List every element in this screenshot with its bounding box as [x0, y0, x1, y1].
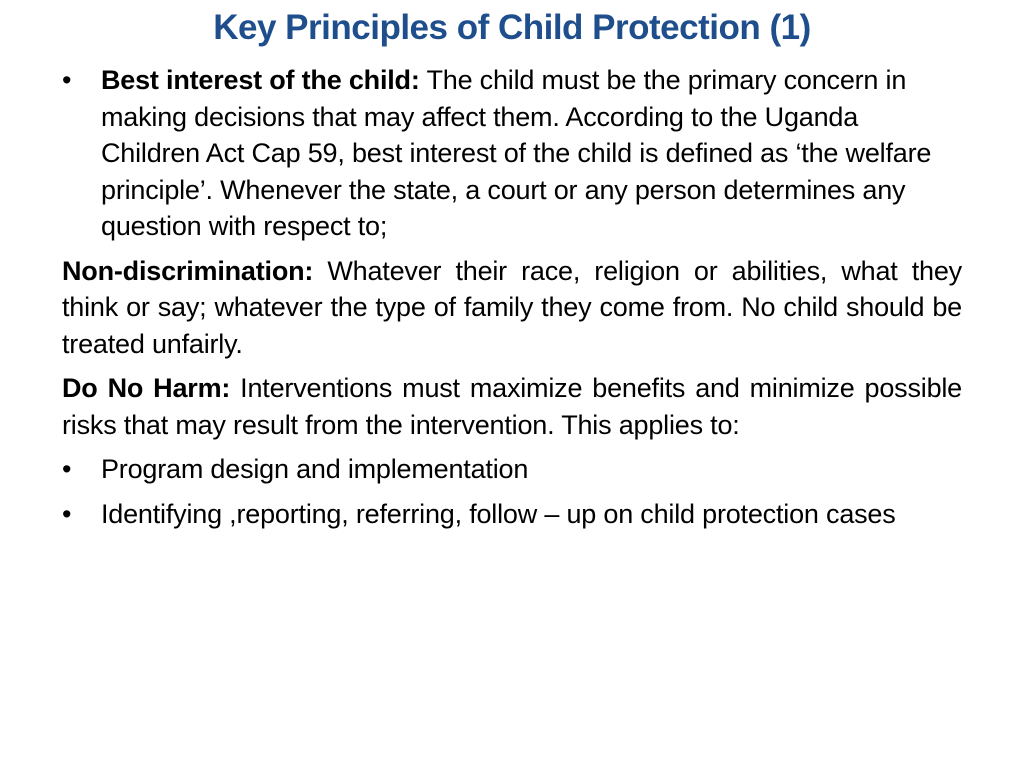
non-discrimination-paragraph — [62, 253, 962, 363]
best-interest-bullet — [62, 62, 962, 245]
do-no-harm-text: Interventions must maximize benefits and minimize possible risks that may result from the intervention. This applies to: — [62, 373, 962, 440]
applies-to-text-2: Identifying ,reporting, referring, follow – up on child protection cases — [101, 498, 896, 529]
bullet-dot: • — [62, 454, 72, 484]
best-interest-label: Best interest of the child: — [101, 65, 420, 95]
slide-title: Key Principles of Child Protection (1) — [213, 8, 811, 47]
applies-to-item-2 — [62, 496, 962, 533]
do-no-harm-label: Do No Harm: — [62, 373, 231, 403]
bullet-dot: • — [62, 498, 72, 529]
slide-content — [62, 62, 962, 540]
applies-to-item-1 — [62, 451, 962, 488]
best-interest-text: The child must be the primary concern in making decisions that may affect them. According to the Uganda Children Act Cap 59, best interest of the child is defined as ‘the welfare principle’. Whenever the state, a court or any person determines any question with respect to; — [101, 65, 932, 241]
applies-to-text-1: Program design and implementation — [101, 454, 529, 484]
non-discrimination-text: Whatever their race, religion or abilities, what they think or say; whatever the type of family they come from. No child should be treated unfairly. — [62, 255, 962, 359]
bullet-dot: • — [62, 65, 72, 95]
do-no-harm-paragraph — [62, 370, 962, 443]
non-discrimination-label: Non-discrimination: — [62, 255, 314, 286]
